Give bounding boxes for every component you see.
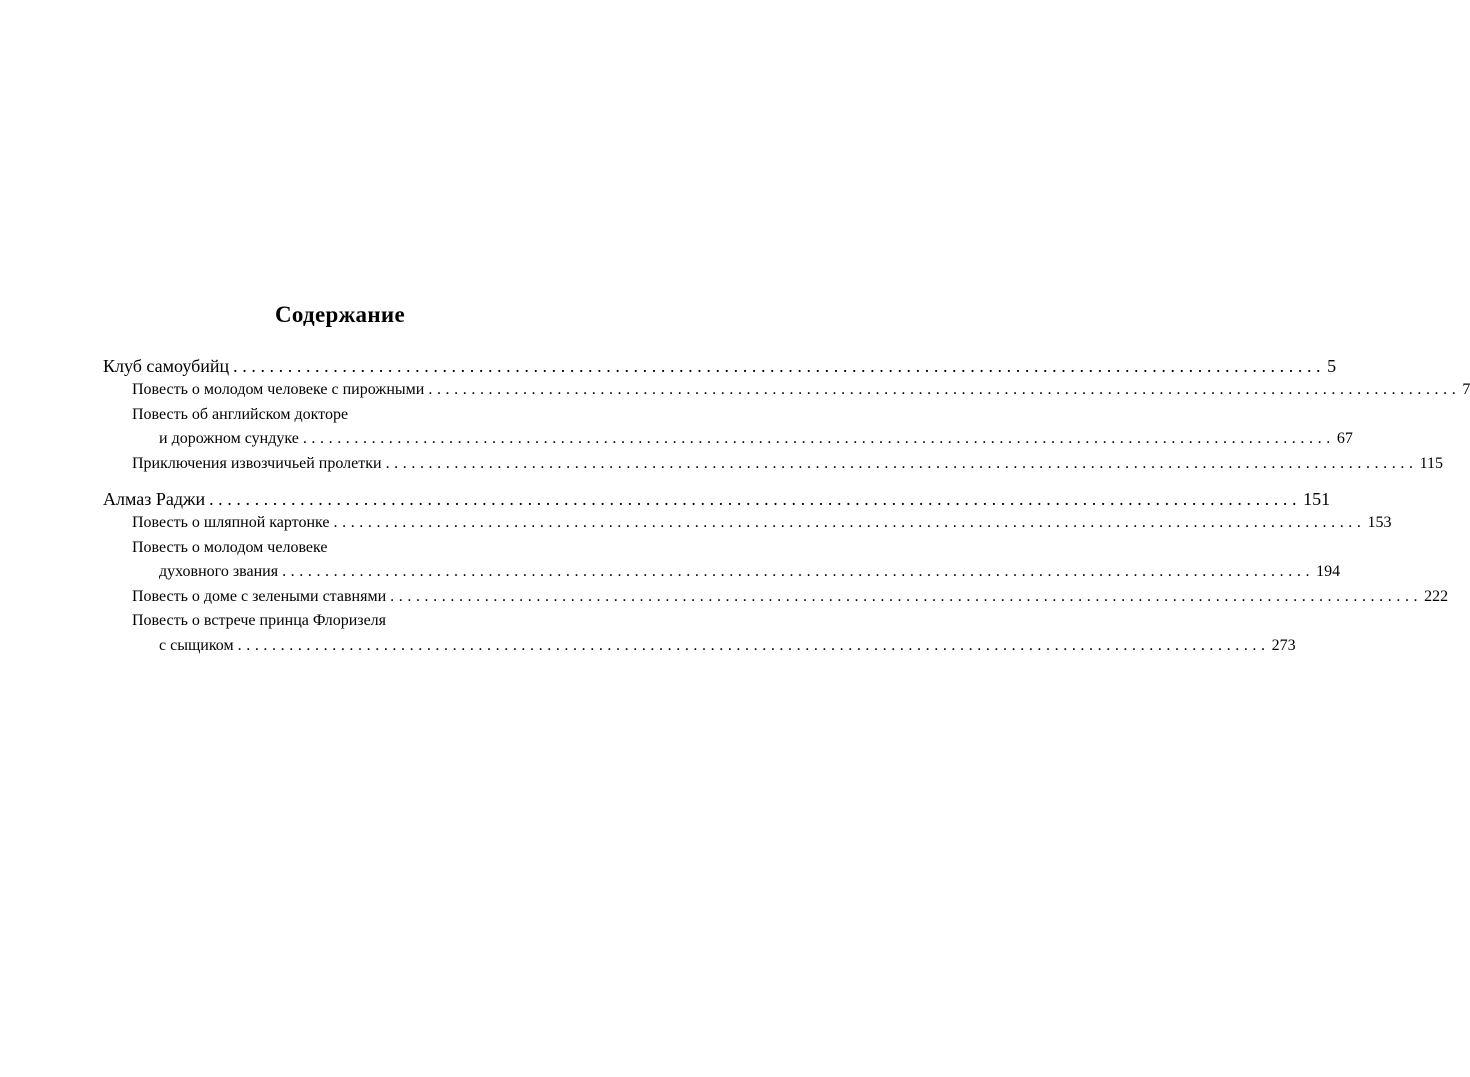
page-number: 194 [1316,563,1341,580]
dot-leader: ........................................................................................................................ [333,514,1366,531]
part-title: Алмаз Раджи [103,489,206,509]
dot-leader: ........................................................................................................................ [302,430,1335,447]
page-title: Содержание [275,302,405,327]
page-number: 5 [1327,356,1337,376]
table-of-contents [103,356,1470,661]
toc-chapter-entry[interactable] [103,587,1449,613]
dot-leader: ........................................................................................................................ [428,381,1461,398]
toc-chapter-entry[interactable] [103,612,1296,661]
toc-chapter-entry[interactable] [103,381,1470,406]
dot-leader: ........................................................................................................................ [237,636,1270,654]
dot-leader: ........................................................................................................................ [390,587,1423,605]
dot-leader: ........................................................................................................................ [385,454,1418,472]
chapter-title-line: Повесть об английском докторе [132,405,349,423]
dot-leader: ........................................................................................................................ [282,563,1315,580]
toc-chapter-entry[interactable] [103,538,1341,588]
dot-leader: ........................................................................................................................ [209,489,1302,509]
section-gap [103,479,546,489]
page-number: 273 [1271,636,1296,654]
toc-part-entry[interactable] [103,356,1337,381]
part-title: Клуб самоубийц [103,356,230,376]
dot-leader: ........................................................................................................................ [233,356,1326,376]
chapter-title: и дорожном сундуке [159,430,299,447]
chapter-title-continuation [103,430,1353,455]
chapter-title: духовного звания [159,563,279,580]
chapter-title-continuation [103,636,1296,662]
chapter-title: Приключения извозчичьей пролетки [132,454,382,472]
chapter-title-line: Повесть о молодом человеке [132,538,328,556]
toc-chapter-entry[interactable] [103,405,1353,455]
toc-chapter-entry[interactable] [103,514,1392,539]
page-number: 153 [1367,514,1392,531]
toc-part-entry[interactable] [103,489,1331,514]
page-number: 7 [1462,381,1470,398]
page-number: 222 [1424,587,1449,605]
chapter-title: Повесть о доме с зелеными ставнями [132,587,387,605]
page-number: 151 [1303,489,1331,509]
toc-chapter-entry[interactable] [103,454,1443,480]
page-number: 115 [1419,454,1443,472]
chapter-title-continuation [103,563,1341,588]
chapter-title: с сыщиком [159,636,234,654]
chapter-title: Повесть о шляпной картонке [132,514,330,531]
page-number: 67 [1336,430,1353,447]
chapter-title: Повесть о молодом человеке с пирожными [132,381,425,398]
chapter-title-line: Повесть о встрече принца Флоризеля [132,612,387,629]
